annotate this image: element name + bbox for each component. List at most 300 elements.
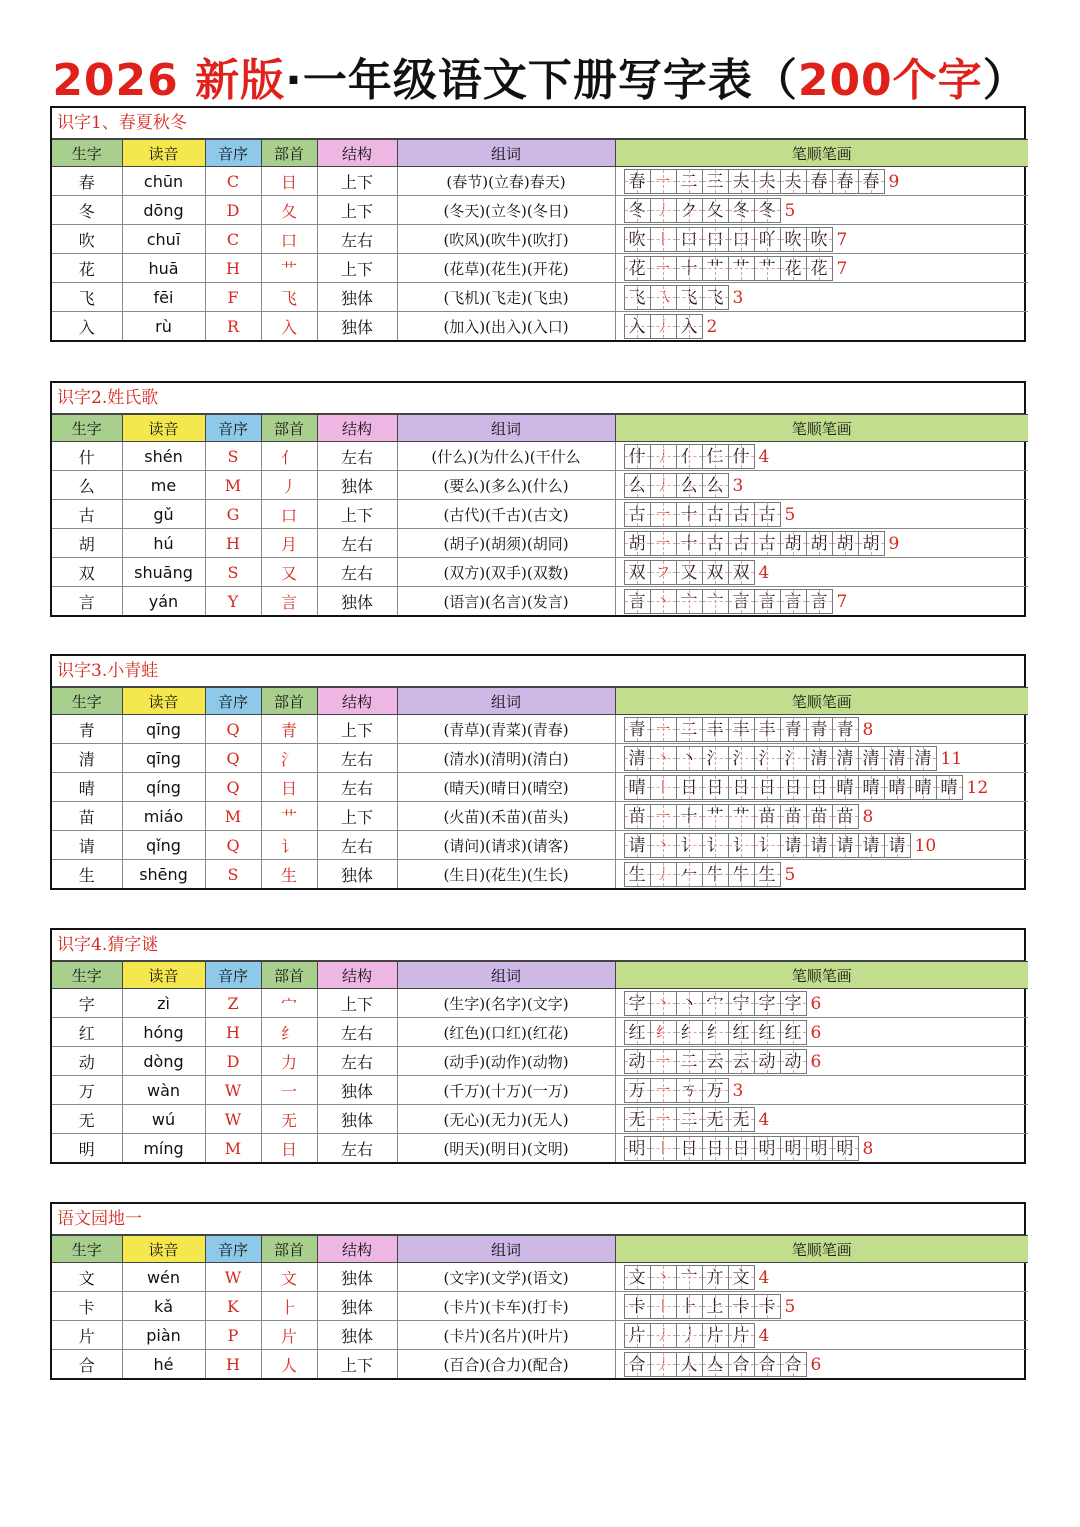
stroke-char-box: 花: [625, 256, 651, 281]
stroke-box: 清: [807, 746, 833, 771]
stroke-box: 氵: [703, 746, 729, 771]
stroke-box: 丿: [677, 1323, 703, 1348]
cell-char: 无: [52, 1105, 122, 1134]
table-row: [52, 225, 1028, 254]
stroke-box: 卡: [729, 1294, 755, 1319]
title-year: 2026: [52, 55, 179, 106]
stroke-sequence: [624, 862, 781, 887]
stroke-box: 吹: [781, 227, 807, 252]
stroke-count: 4: [758, 446, 770, 467]
stroke-char-box: 清: [625, 746, 651, 771]
stroke-char-box: 请: [625, 833, 651, 858]
cell-structure: 左右: [317, 1134, 397, 1163]
cell-pinyin: chūn: [122, 167, 205, 196]
cell-structure: 左右: [317, 744, 397, 773]
stroke-box: 亼: [703, 1352, 729, 1377]
header-pinyin: 读音: [122, 688, 205, 715]
cell-structure: 左右: [317, 558, 397, 587]
table-row: [52, 1018, 1028, 1047]
header-structure: 结构: [317, 688, 397, 715]
cell-char: 文: [52, 1263, 122, 1292]
title-count: 200个字: [797, 55, 983, 106]
stroke-box: 日: [703, 775, 729, 800]
stroke-box: 一: [651, 169, 677, 194]
cell-strokes: [615, 773, 1028, 802]
cell-radical: 入: [261, 312, 317, 341]
stroke-box: 合: [781, 1352, 807, 1377]
cell-structure: 左右: [317, 442, 397, 471]
stroke-box: 二: [677, 717, 703, 742]
stroke-box: 牛: [703, 862, 729, 887]
table-row: [52, 989, 1028, 1018]
cell-radical: 生: [261, 860, 317, 889]
stroke-box: 丶: [651, 991, 677, 1016]
cell-letter: H: [205, 529, 261, 558]
header-structure: 结构: [317, 962, 397, 989]
stroke-box: 又: [677, 560, 703, 585]
cell-words: (春节)(立春)春天): [397, 167, 615, 196]
cell-char: 春: [52, 167, 122, 196]
stroke-box: 纟: [677, 1020, 703, 1045]
cell-letter: Z: [205, 989, 261, 1018]
header-radical: 部首: [261, 688, 317, 715]
header-letter: 音序: [205, 140, 261, 167]
cell-words: (千万)(十万)(一万): [397, 1076, 615, 1105]
stroke-box: 亣: [703, 1265, 729, 1290]
stroke-char-box: 字: [625, 991, 651, 1016]
stroke-box: 宀: [703, 991, 729, 1016]
stroke-box: 花: [807, 256, 833, 281]
cell-letter: Q: [205, 715, 261, 744]
cell-strokes: [615, 715, 1028, 744]
cell-words: (卡片)(卡车)(打卡): [397, 1292, 615, 1321]
cell-radical: 宀: [261, 989, 317, 1018]
stroke-box: 万: [703, 1078, 729, 1103]
cell-strokes: [615, 1350, 1028, 1379]
stroke-char-box: 明: [625, 1136, 651, 1161]
stroke-box: 丶: [651, 746, 677, 771]
stroke-box: 无: [729, 1107, 755, 1132]
stroke-sequence: [624, 1049, 807, 1074]
section-title: 识字1、春夏秋冬: [52, 108, 1024, 139]
cell-structure: 上下: [317, 196, 397, 225]
cell-strokes: [615, 744, 1028, 773]
cell-pinyin: shuāng: [122, 558, 205, 587]
header-strokes: 笔顺笔画: [615, 140, 1028, 167]
stroke-box: 双: [703, 560, 729, 585]
cell-char: 合: [52, 1350, 122, 1379]
header-strokes: 笔顺笔画: [615, 415, 1028, 442]
stroke-box: 卡: [755, 1294, 781, 1319]
header-radical: 部首: [261, 1236, 317, 1263]
cell-letter: F: [205, 283, 261, 312]
stroke-count: 6: [810, 1051, 822, 1072]
cell-words: (明天)(明日)(文明): [397, 1134, 615, 1163]
stroke-char-box: 春: [625, 169, 651, 194]
table-row: [52, 802, 1028, 831]
stroke-box: 明: [833, 1136, 859, 1161]
stroke-box: 仁: [703, 444, 729, 469]
stroke-box: 胡: [833, 531, 859, 556]
stroke-sequence: [624, 1078, 729, 1103]
cell-radical: 日: [261, 1134, 317, 1163]
cell-pinyin: shén: [122, 442, 205, 471]
title-dot: ·: [285, 55, 303, 106]
cell-strokes: [615, 1134, 1028, 1163]
cell-words: (生字)(名字)(文字): [397, 989, 615, 1018]
stroke-box: 三: [703, 169, 729, 194]
header-row: [52, 1236, 1028, 1263]
table-row: [52, 1047, 1028, 1076]
table-row: [52, 860, 1028, 889]
header-row: [52, 962, 1028, 989]
stroke-box: 讠: [729, 833, 755, 858]
stroke-box: フ: [651, 560, 677, 585]
stroke-box: 艹: [703, 804, 729, 829]
cell-pinyin: miáo: [122, 802, 205, 831]
cell-strokes: [615, 1018, 1028, 1047]
stroke-box: 一: [651, 256, 677, 281]
section-title: 识字3.小青蛙: [52, 656, 1024, 687]
stroke-count: 3: [732, 475, 744, 496]
cell-strokes: [615, 587, 1028, 616]
cell-letter: Q: [205, 831, 261, 860]
stroke-box: 日: [677, 1136, 703, 1161]
cell-structure: 左右: [317, 831, 397, 860]
table-row: [52, 1350, 1028, 1379]
stroke-count: 4: [758, 1325, 770, 1346]
stroke-sequence: [624, 256, 833, 281]
cell-letter: H: [205, 254, 261, 283]
cell-radical: 艹: [261, 254, 317, 283]
stroke-sequence: [624, 169, 885, 194]
cell-strokes: [615, 989, 1028, 1018]
stroke-box: 夫: [729, 169, 755, 194]
stroke-box: 言: [807, 589, 833, 614]
stroke-box: 清: [885, 746, 911, 771]
cell-strokes: [615, 1321, 1028, 1350]
stroke-count: 5: [784, 504, 796, 525]
cell-words: (语言)(名言)(发言): [397, 587, 615, 616]
stroke-box: 言: [781, 589, 807, 614]
cell-structure: 独体: [317, 471, 397, 500]
cell-pinyin: dòng: [122, 1047, 205, 1076]
char-table: [52, 414, 1028, 615]
header-strokes: 笔顺笔画: [615, 688, 1028, 715]
cell-strokes: [615, 500, 1028, 529]
page-title: [0, 44, 1080, 108]
cell-radical: 讠: [261, 831, 317, 860]
cell-words: (晴天)(晴日)(晴空): [397, 773, 615, 802]
cell-structure: 独体: [317, 860, 397, 889]
cell-strokes: [615, 283, 1028, 312]
cell-letter: D: [205, 196, 261, 225]
header-letter: 音序: [205, 962, 261, 989]
stroke-sequence: [624, 444, 755, 469]
stroke-box: 亠: [677, 589, 703, 614]
stroke-char-box: 入: [625, 314, 651, 339]
stroke-box: 讠: [703, 833, 729, 858]
stroke-box: 青: [807, 717, 833, 742]
cell-radical: 飞: [261, 283, 317, 312]
table-row: [52, 773, 1028, 802]
stroke-sequence: [624, 502, 781, 527]
stroke-box: 言: [729, 589, 755, 614]
stroke-box: 一: [651, 531, 677, 556]
stroke-box: 二: [677, 1107, 703, 1132]
stroke-count: 2: [706, 316, 718, 337]
cell-pinyin: chuī: [122, 225, 205, 254]
stroke-char-box: 冬: [625, 198, 651, 223]
cell-structure: 独体: [317, 1105, 397, 1134]
stroke-sequence: [624, 833, 911, 858]
stroke-box: 乁: [651, 285, 677, 310]
cell-radical: 无: [261, 1105, 317, 1134]
cell-letter: M: [205, 471, 261, 500]
stroke-box: 丰: [755, 717, 781, 742]
header-words: 组词: [397, 962, 615, 989]
stroke-box: 丰: [729, 717, 755, 742]
stroke-box: 吖: [755, 227, 781, 252]
cell-structure: 独体: [317, 312, 397, 341]
stroke-sequence: [624, 1136, 859, 1161]
stroke-box: 古: [729, 531, 755, 556]
stroke-sequence: [624, 746, 937, 771]
stroke-box: 字: [755, 991, 781, 1016]
stroke-box: 云: [729, 1049, 755, 1074]
stroke-box: 花: [781, 256, 807, 281]
stroke-box: 冬: [729, 198, 755, 223]
table-row: [52, 529, 1028, 558]
stroke-box: 丿: [651, 198, 677, 223]
cell-strokes: [615, 1076, 1028, 1105]
stroke-box: 晴: [937, 775, 963, 800]
stroke-char-box: 青: [625, 717, 651, 742]
stroke-box: 丿: [651, 1352, 677, 1377]
cell-char: 明: [52, 1134, 122, 1163]
stroke-count: 3: [732, 287, 744, 308]
cell-pinyin: zì: [122, 989, 205, 1018]
cell-radical: 一: [261, 1076, 317, 1105]
stroke-sequence: [624, 1294, 781, 1319]
stroke-box: 动: [781, 1049, 807, 1074]
cell-radical: 月: [261, 529, 317, 558]
stroke-box: 日: [729, 775, 755, 800]
stroke-count: 5: [784, 200, 796, 221]
stroke-box: 丿: [651, 1323, 677, 1348]
cell-structure: 左右: [317, 529, 397, 558]
cell-char: 卡: [52, 1292, 122, 1321]
stroke-box: 春: [833, 169, 859, 194]
stroke-box: 云: [703, 1049, 729, 1074]
stroke-box: 春: [859, 169, 885, 194]
stroke-count: 3: [732, 1080, 744, 1101]
stroke-count: 7: [836, 258, 848, 279]
cell-letter: G: [205, 500, 261, 529]
cell-letter: W: [205, 1076, 261, 1105]
section-title: 语文园地一: [52, 1204, 1024, 1235]
cell-radical: 口: [261, 500, 317, 529]
cell-char: 什: [52, 442, 122, 471]
cell-words: (百合)(合力)(配合): [397, 1350, 615, 1379]
cell-strokes: [615, 1292, 1028, 1321]
stroke-box: ⺊: [677, 1294, 703, 1319]
stroke-char-box: 苗: [625, 804, 651, 829]
header-row: [52, 415, 1028, 442]
stroke-box: 氵: [729, 746, 755, 771]
stroke-count: 6: [810, 1022, 822, 1043]
cell-radical: 言: [261, 587, 317, 616]
stroke-box: 人: [677, 1352, 703, 1377]
stroke-box: 丿: [651, 473, 677, 498]
char-table: [52, 139, 1028, 340]
section-3: [50, 654, 1026, 890]
cell-letter: R: [205, 312, 261, 341]
cell-strokes: [615, 167, 1028, 196]
header-structure: 结构: [317, 1236, 397, 1263]
stroke-box: 丨: [651, 227, 677, 252]
stroke-box: 口: [703, 227, 729, 252]
stroke-box: 青: [833, 717, 859, 742]
stroke-box: 苗: [755, 804, 781, 829]
table-row: [52, 471, 1028, 500]
title-main: 一年级语文下册写字表: [302, 55, 753, 106]
header-strokes: 笔顺笔画: [615, 962, 1028, 989]
cell-pinyin: qǐng: [122, 831, 205, 860]
cell-words: (生日)(花生)(生长): [397, 860, 615, 889]
stroke-count: 7: [836, 229, 848, 250]
cell-pinyin: hú: [122, 529, 205, 558]
stroke-box: 二: [677, 169, 703, 194]
stroke-box: 冬: [755, 198, 781, 223]
cell-letter: Q: [205, 744, 261, 773]
stroke-sequence: [624, 1323, 755, 1348]
cell-structure: 上下: [317, 254, 397, 283]
cell-strokes: [615, 254, 1028, 283]
cell-words: (红色)(口红)(红花): [397, 1018, 615, 1047]
cell-letter: C: [205, 167, 261, 196]
stroke-box: 上: [703, 1294, 729, 1319]
stroke-box: 生: [755, 862, 781, 887]
stroke-box: 苗: [807, 804, 833, 829]
stroke-count: 4: [758, 562, 770, 583]
cell-pinyin: huā: [122, 254, 205, 283]
table-row: [52, 196, 1028, 225]
table-row: [52, 1321, 1028, 1350]
header-char: 生字: [52, 962, 122, 989]
cell-pinyin: gǔ: [122, 500, 205, 529]
cell-pinyin: fēi: [122, 283, 205, 312]
stroke-box: 丿: [651, 862, 677, 887]
stroke-box: 艹: [703, 256, 729, 281]
section-5: [50, 1202, 1026, 1380]
table-row: [52, 1076, 1028, 1105]
stroke-box: 丶: [651, 833, 677, 858]
stroke-box: 氵: [755, 746, 781, 771]
cell-words: (双方)(双手)(双数): [397, 558, 615, 587]
cell-char: 吹: [52, 225, 122, 254]
stroke-box: 一: [651, 717, 677, 742]
stroke-box: 丶: [651, 589, 677, 614]
stroke-box: 讠: [677, 833, 703, 858]
cell-words: (动手)(动作)(动物): [397, 1047, 615, 1076]
stroke-box: 日: [781, 775, 807, 800]
cell-char: 花: [52, 254, 122, 283]
stroke-sequence: [624, 198, 781, 223]
stroke-sequence: [624, 804, 859, 829]
cell-strokes: [615, 1263, 1028, 1292]
table-row: [52, 254, 1028, 283]
stroke-box: 红: [755, 1020, 781, 1045]
stroke-char-box: 生: [625, 862, 651, 887]
header-words: 组词: [397, 688, 615, 715]
stroke-sequence: [624, 473, 729, 498]
cell-char: 冬: [52, 196, 122, 225]
header-letter: 音序: [205, 688, 261, 715]
stroke-box: 请: [833, 833, 859, 858]
header-radical: 部首: [261, 415, 317, 442]
stroke-box: 丶: [677, 746, 703, 771]
stroke-box: 日: [807, 775, 833, 800]
cell-structure: 独体: [317, 283, 397, 312]
cell-letter: S: [205, 558, 261, 587]
table-row: [52, 500, 1028, 529]
cell-words: (古代)(千古)(古文): [397, 500, 615, 529]
stroke-box: 丰: [703, 717, 729, 742]
stroke-box: 晴: [885, 775, 911, 800]
stroke-sequence: [624, 717, 859, 742]
cell-letter: S: [205, 442, 261, 471]
cell-letter: M: [205, 802, 261, 831]
cell-structure: 上下: [317, 1350, 397, 1379]
cell-char: 动: [52, 1047, 122, 1076]
stroke-box: 明: [807, 1136, 833, 1161]
table-row: [52, 283, 1028, 312]
header-pinyin: 读音: [122, 1236, 205, 1263]
cell-char: 万: [52, 1076, 122, 1105]
section-title: 识字2.姓氏歌: [52, 383, 1024, 414]
stroke-box: 日: [729, 1136, 755, 1161]
cell-words: (什么)(为什么)(干什么: [397, 442, 615, 471]
cell-char: 么: [52, 471, 122, 500]
stroke-box: 十: [677, 502, 703, 527]
cell-pinyin: hé: [122, 1350, 205, 1379]
stroke-box: 请: [807, 833, 833, 858]
cell-letter: W: [205, 1263, 261, 1292]
header-strokes: 笔顺笔画: [615, 1236, 1028, 1263]
cell-structure: 独体: [317, 1321, 397, 1350]
stroke-char-box: 么: [625, 473, 651, 498]
stroke-box: 夫: [755, 169, 781, 194]
cell-words: (青草)(青菜)(青春): [397, 715, 615, 744]
cell-structure: 上下: [317, 989, 397, 1018]
stroke-box: 明: [755, 1136, 781, 1161]
cell-structure: 左右: [317, 773, 397, 802]
stroke-box: 艹: [729, 804, 755, 829]
table-row: [52, 442, 1028, 471]
cell-strokes: [615, 831, 1028, 860]
cell-letter: P: [205, 1321, 261, 1350]
stroke-box: 丿: [651, 444, 677, 469]
stroke-box: 请: [859, 833, 885, 858]
stroke-box: 合: [729, 1352, 755, 1377]
table-row: [52, 831, 1028, 860]
stroke-box: 清: [833, 746, 859, 771]
cell-words: (加入)(出入)(入口): [397, 312, 615, 341]
cell-structure: 上下: [317, 715, 397, 744]
stroke-box: 亻: [677, 444, 703, 469]
section-2: [50, 381, 1026, 617]
